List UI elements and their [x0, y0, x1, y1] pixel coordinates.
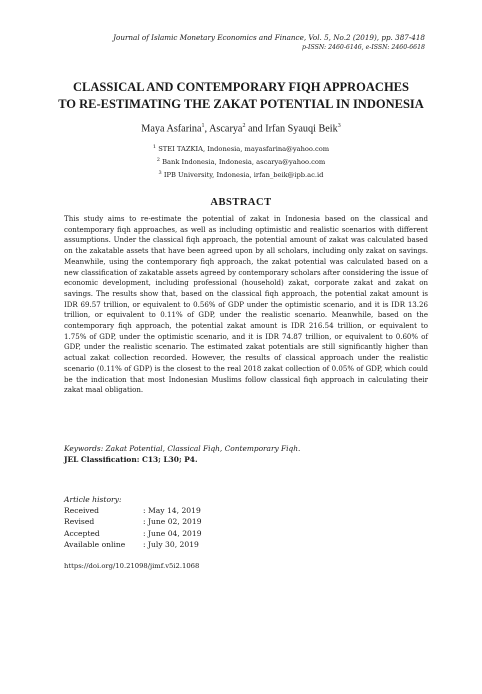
affiliation-text: STEI TAZKIA, Indonesia, mayasfarina@yahoo.com: [156, 145, 330, 154]
history-label: Revised: [64, 517, 95, 527]
journal-header: [113, 32, 425, 53]
title-line-1: CLASSICAL AND CONTEMPORARY FIQH APPROACHES: [73, 80, 409, 94]
affiliation-item: [0, 155, 482, 168]
issn-line: p-ISSN: 2460-6146, e-ISSN: 2460-6618: [301, 44, 425, 51]
jel-classification: JEL Classification: C13; L30; P4.: [64, 455, 198, 464]
author-separator: ,: [204, 123, 210, 135]
author-name: Ascarya: [209, 123, 243, 135]
history-label: Received: [64, 506, 100, 516]
doi-link[interactable]: https://doi.org/10.21098/jimf.v5i2.1068: [64, 562, 200, 570]
affiliation-sup: 3: [158, 170, 162, 177]
author-separator: and: [245, 123, 266, 135]
history-table: [64, 505, 202, 550]
author-sup: 1: [201, 123, 205, 129]
history-row: [64, 539, 202, 550]
journal-citation: Journal of Islamic Monetary Economics and Finance, Vol. 5, No.2 (2019), pp. 387-418: [113, 33, 425, 42]
history-row: [64, 528, 202, 539]
author-sup: 2: [242, 123, 246, 129]
author-name: Irfan Syauqi Beik: [265, 123, 338, 135]
abstract-heading: ABSTRACT: [210, 197, 272, 208]
history-value: : June 04, 2019: [143, 528, 202, 538]
article-history: [64, 494, 202, 550]
author-name: Maya Asfarina: [141, 123, 202, 135]
affiliation-item: [0, 168, 482, 181]
history-label: Available online: [64, 539, 126, 549]
keywords-block: [64, 443, 300, 465]
affiliation-item: [0, 142, 482, 155]
history-value: : July 30, 2019: [143, 539, 199, 549]
author-sup: 3: [337, 123, 341, 129]
history-value: : May 14, 2019: [143, 506, 201, 516]
history-row: [64, 505, 202, 516]
history-row: [64, 516, 202, 527]
affiliation-text: IPB University, Indonesia, irfan_beik@ipb.ac.id: [161, 171, 324, 180]
author-list: [0, 123, 482, 134]
affiliation-sup: 1: [152, 144, 157, 150]
keywords-line: Keywords: Zakat Potential, Classical Fiqh, Contemporary Fiqh.: [64, 444, 301, 453]
abstract-body: This study aims to re-estimate the potential of zakat in Indonesia based on the classical and contemporary fiqh approaches, as well as including optimistic and realistic scenarios with different assumptions. Under the classical fiqh approach, the potential amount of zakat was calculated based on the zakatable assets that have been agreed upon by all scholars, including only zakat on savings. Meanwhile, using the contemporary fiqh approach, the zakat potential was calculated based on a new classification of zakatable assets agreed by contemporary scholars after considering the issue of economic development, including professional (household) zakat, corporate zakat and zakat on savings. The results show that, based on the classical fiqh approach, the potential zakat amount is IDR 69.57 trillion, or equivalent to 0.56% of GDP under the optimistic scenario, and it is IDR 13.26 trillion, or equivalent to 0.11% of GDP, under the realistic scenario. Meanwhile, based on the contemporary fiqh approach, the potential zakat amount is IDR 216.54 trillion, or equivalent to 1.75% of GDP, under the optimistic scenario, and it is IDR 74.87 trillion, or equivalent to 0.60% of GDP, under the realistic scenario. The estimated zakat potentials are still significantly higher than actual zakat collection recorded. However, the results of classical approach under the realistic scenario (0.11% of GDP) is the closest to the real 2018 zakat collection of 0.05% of GDP, which could be the indication that most Indonesian Muslims follow classical fiqh approach in calculating their zakat maal obligation.: [64, 214, 428, 395]
history-heading: Article history:: [64, 495, 122, 504]
paper-title: [0, 79, 482, 113]
affiliation-text: Bank Indonesia, Indonesia, ascarya@yahoo.com: [159, 158, 326, 167]
history-value: : June 02, 2019: [143, 517, 202, 527]
history-label: Accepted: [64, 528, 100, 538]
title-line-2: TO RE-ESTIMATING THE ZAKAT POTENTIAL IN INDONESIA: [58, 97, 424, 111]
affiliation-sup: 2: [156, 157, 160, 164]
affiliation-list: [0, 142, 482, 182]
